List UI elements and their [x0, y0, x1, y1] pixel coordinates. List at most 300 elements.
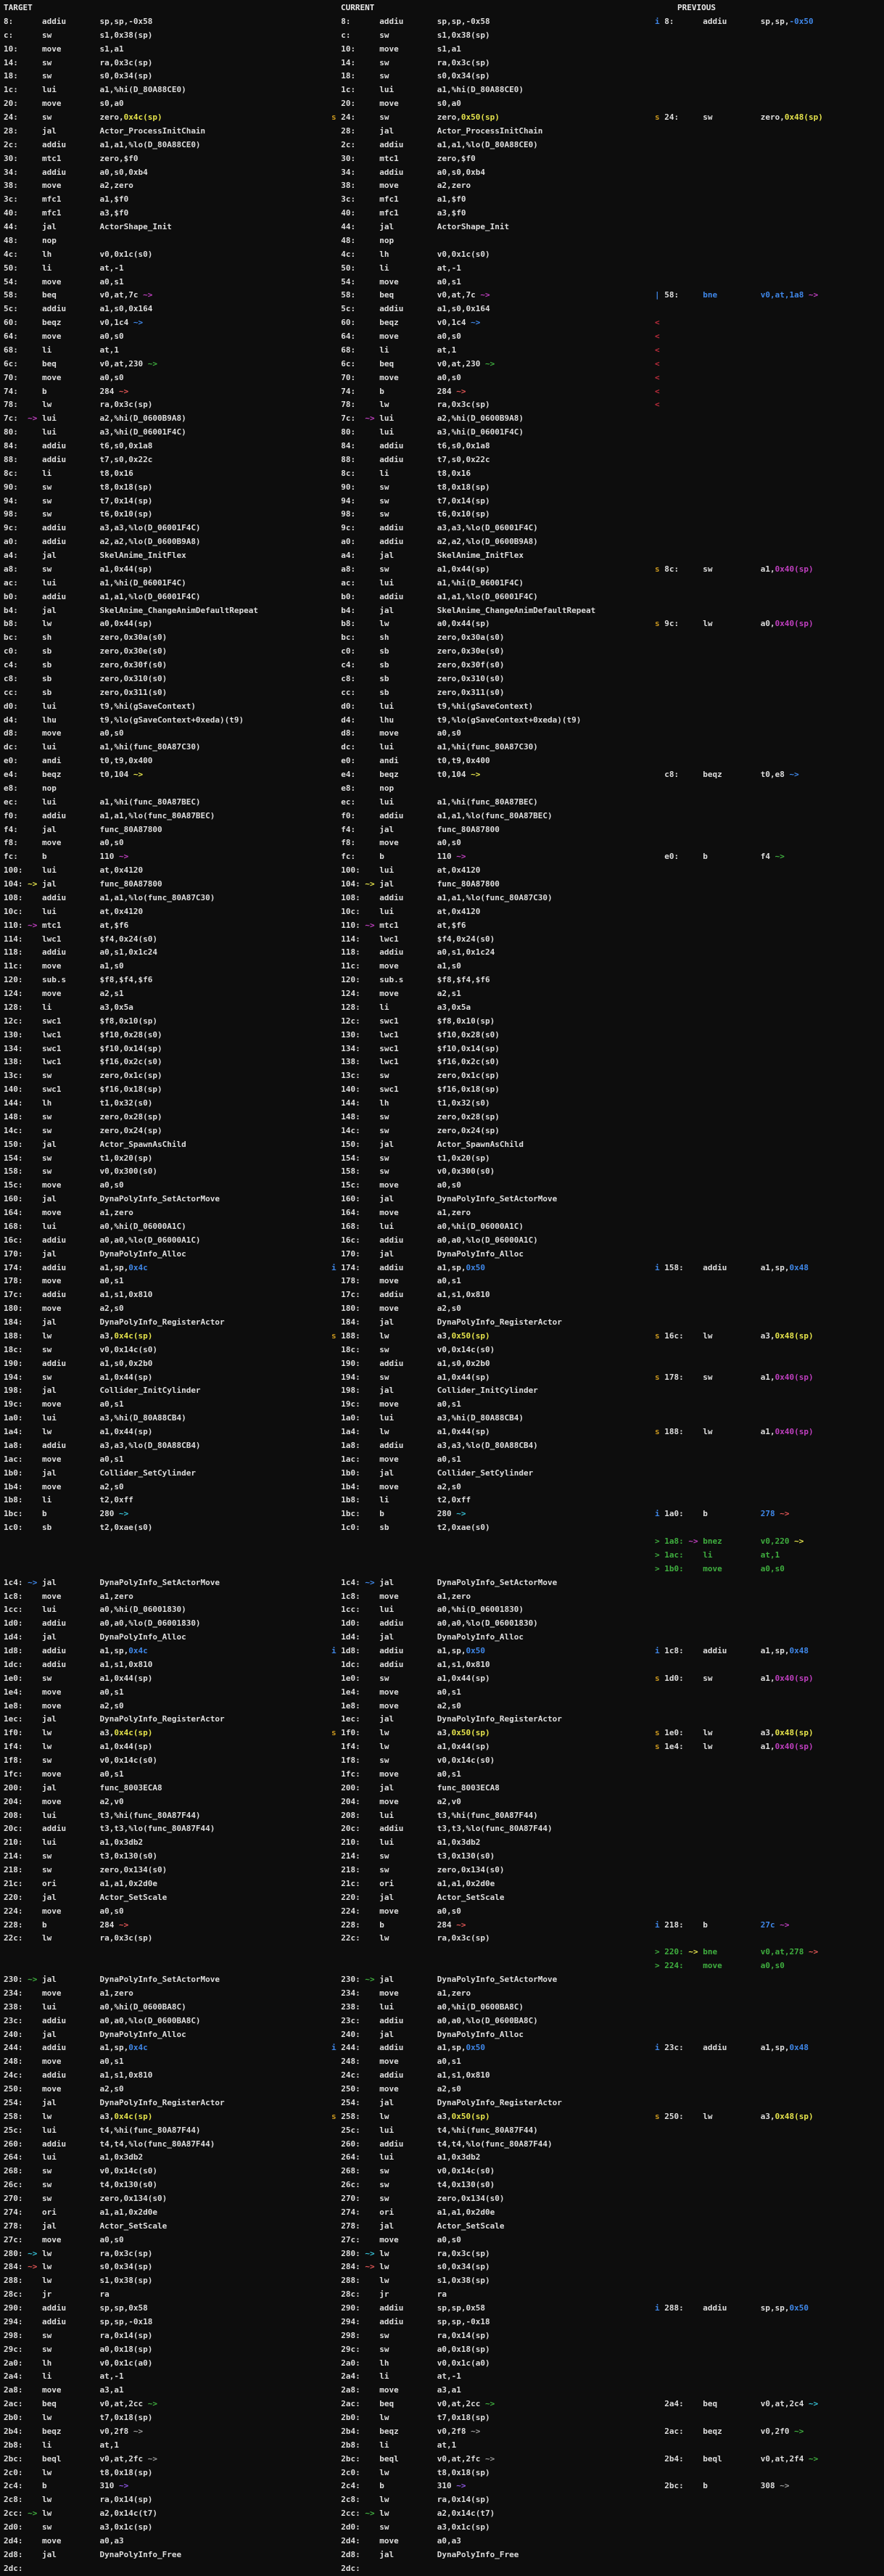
- target-cell: 2b4: beqz v0,2f8 ~>: [4, 2426, 144, 2436]
- target-cell: 84: addiu t6,s0,0x1a8: [4, 441, 153, 450]
- target-cell: 214: sw t3,0x130(s0): [4, 1851, 157, 1861]
- current-cell: 2a4: li at,-1: [341, 2371, 461, 2382]
- current-cell: 29c: sw a0,0x18(sp): [341, 2344, 490, 2354]
- target-cell: 2c0: lw t8,0x18(sp): [4, 2467, 153, 2477]
- current-cell: 78: lw ra,0x3c(sp): [341, 400, 490, 410]
- target-cell: 6c: beq v0,at,230 ~>: [4, 358, 157, 369]
- current-cell: 214: sw t3,0x130(s0): [341, 1851, 495, 1861]
- asm-row: [0, 1563, 884, 1576]
- current-cell: 218: sw zero,0x134(s0): [341, 1865, 505, 1875]
- target-cell: 2d4: move a0,a3: [4, 2535, 124, 2546]
- target-cell: 2d8: jal DynaPolyInfo_Free: [4, 2549, 182, 2559]
- asm-row: [0, 1877, 884, 1891]
- target-cell: 1e4: move a0,s1: [4, 1687, 124, 1697]
- previous-cell: 2ac: beqz v0,2f0 ~>: [664, 2426, 804, 2436]
- current-cell: 10c: lui at,0x4120: [341, 906, 481, 916]
- asm-row: [0, 1576, 884, 1590]
- target-cell: 274: ori a1,a1,0x2d0e: [4, 2207, 157, 2217]
- target-cell: 250: move a2,s0: [4, 2084, 124, 2094]
- asm-row: [0, 2110, 884, 2124]
- current-cell: 58: beq v0,at,7c ~>: [341, 290, 490, 300]
- target-cell: 128: li a3,0x5a: [4, 1002, 133, 1012]
- current-cell: e4: beqz t0,104 ~>: [341, 770, 481, 779]
- asm-row: [0, 905, 884, 919]
- current-cell: 154: sw t1,0x20(sp): [341, 1153, 490, 1163]
- target-cell: 220: jal Actor_SetScale: [4, 1892, 168, 1902]
- current-cell: 200: jal func_8003ECA8: [341, 1782, 500, 1793]
- current-cell: 1b8: li t2,0xff: [341, 1495, 471, 1505]
- asm-row: [0, 2234, 884, 2247]
- asm-row: [0, 1001, 884, 1015]
- asm-row: [0, 166, 884, 180]
- asm-row: [0, 2316, 884, 2329]
- target-cell: 110: ~> mtc1 at,$f6: [4, 920, 129, 930]
- asm-row: [0, 1193, 884, 1206]
- current-cell: 48: nop: [341, 235, 437, 245]
- target-column-header: TARGET: [4, 3, 33, 12]
- asm-row: [0, 645, 884, 659]
- current-cell: 1dc: addiu a1,s1,0x810: [341, 1659, 490, 1669]
- current-cell: s 188: lw a3,0x50(sp): [331, 1330, 490, 1341]
- asm-row: [0, 577, 884, 590]
- asm-row: [0, 440, 884, 453]
- current-cell: 264: lui a1,0x3db2: [341, 2152, 481, 2163]
- previous-cell: c8: beqz t0,e8 ~>: [664, 770, 799, 779]
- target-cell: 14c: sw zero,0x24(sp): [4, 1125, 162, 1135]
- asm-row: [0, 262, 884, 276]
- asm-row: [0, 714, 884, 728]
- current-cell: 21c: ori a1,a1,0x2d0e: [341, 1878, 495, 1888]
- current-cell: 1ec: jal DynaPolyInfo_RegisterActor: [341, 1714, 562, 1724]
- current-cell: 5c: addiu a1,s0,0x164: [341, 304, 490, 314]
- current-cell: 180: move a2,s0: [341, 1304, 461, 1314]
- asm-row: [0, 1371, 884, 1385]
- target-cell: 2dc:: [4, 2563, 28, 2573]
- current-cell: 28: jal Actor_ProcessInitChain: [341, 125, 543, 136]
- target-cell: 14: sw ra,0x3c(sp): [4, 57, 153, 67]
- asm-row: [0, 467, 884, 481]
- asm-row: [0, 1822, 884, 1836]
- asm-row: [0, 590, 884, 604]
- current-cell: 20: move s0,a0: [341, 99, 461, 109]
- target-cell: 158: sw v0,0x300(s0): [4, 1166, 157, 1177]
- target-cell: 20c: addiu t3,t3,%lo(func_80A87F44): [4, 1824, 215, 1834]
- current-cell: 248: move a0,s1: [341, 2057, 461, 2067]
- asm-row: [0, 617, 884, 631]
- target-cell: ec: lui a1,%hi(func_80A87BEC): [4, 797, 201, 807]
- target-cell: 138: lwc1 $f16,0x2c(s0): [4, 1057, 162, 1067]
- target-cell: 74: b 284 ~>: [4, 386, 129, 396]
- current-cell: i 1d8: addiu a1,sp,0x50: [331, 1646, 485, 1655]
- target-cell: fc: b 110 ~>: [4, 852, 129, 862]
- asm-row: [0, 1891, 884, 1905]
- target-cell: 194: sw a1,0x44(sp): [4, 1372, 153, 1382]
- previous-cell: <: [655, 358, 660, 369]
- asm-row: [0, 1015, 884, 1029]
- asm-row: [0, 481, 884, 495]
- target-cell: 2bc: beql v0,at,2fc ~>: [4, 2453, 157, 2464]
- asm-row: [0, 111, 884, 125]
- target-cell: 148: sw zero,0x28(sp): [4, 1111, 162, 1122]
- target-cell: 290: addiu sp,sp,0x58: [4, 2303, 148, 2313]
- asm-row: [0, 1425, 884, 1439]
- target-cell: 164: move a1,zero: [4, 1208, 133, 1217]
- asm-row: [0, 878, 884, 892]
- current-cell: 268: sw v0,0x14c(s0): [341, 2166, 495, 2176]
- current-cell: 7c: ~> lui a2,%hi(D_0600B9A8): [341, 413, 524, 424]
- target-cell: a0: addiu a2,a2,%lo(D_0600B9A8): [4, 537, 201, 547]
- asm-row: [0, 1603, 884, 1617]
- asm-row: [0, 1412, 884, 1425]
- current-cell: 3c: mfc1 a1,$f0: [341, 194, 466, 205]
- asm-row: [0, 1658, 884, 1672]
- target-cell: 64: move a0,s0: [4, 332, 124, 341]
- current-cell: c4: sb zero,0x30f(s0): [341, 660, 505, 670]
- current-cell: 15c: move a0,s0: [341, 1180, 461, 1190]
- current-cell: c0: sb zero,0x30e(s0): [341, 646, 505, 657]
- current-cell: 12c: swc1 $f8,0x10(sp): [341, 1016, 495, 1026]
- current-cell: 9c: addiu a3,a3,%lo(D_06001F4C): [341, 523, 538, 533]
- target-cell: 2a4: li at,-1: [4, 2371, 124, 2382]
- current-cell: 60: beqz v0,1c4 ~>: [341, 318, 481, 328]
- target-cell: 1a8: addiu a3,a3,%lo(D_80A88CB4): [4, 1440, 201, 1450]
- current-cell: 18c: sw v0,0x14c(s0): [341, 1344, 495, 1354]
- asm-row: [0, 2206, 884, 2220]
- current-cell: 17c: addiu a1,s1,0x810: [341, 1290, 490, 1300]
- target-cell: 48: nop: [4, 235, 100, 245]
- asm-row: [0, 1055, 884, 1069]
- current-cell: 118: addiu a0,s1,0x1c24: [341, 947, 495, 958]
- target-cell: 8c: li t8,0x16: [4, 468, 133, 478]
- asm-row: [0, 2425, 884, 2439]
- target-cell: 1d8: addiu a1,sp,0x4c: [4, 1646, 148, 1655]
- current-cell: bc: sh zero,0x30a(s0): [341, 633, 505, 643]
- asm-row: [0, 2001, 884, 2015]
- target-cell: d0: lui t9,%hi(gSaveContext): [4, 701, 196, 711]
- current-cell: 4c: lh v0,0x1c(s0): [341, 249, 490, 259]
- asm-row: [0, 946, 884, 960]
- target-cell: 34: addiu a0,s0,0xb4: [4, 167, 148, 177]
- target-cell: 1c: lui a1,%hi(D_80A88CE0): [4, 85, 186, 95]
- current-cell: 1f8: sw v0,0x14c(s0): [341, 1756, 495, 1765]
- current-cell: 254: jal DynaPolyInfo_RegisterActor: [341, 2097, 562, 2107]
- target-cell: 1d0: addiu a0,a0,%lo(D_06001830): [4, 1618, 201, 1629]
- asm-row: [0, 1809, 884, 1823]
- target-cell: 1c8: move a1,zero: [4, 1591, 133, 1601]
- current-cell: 1ac: move a0,s1: [341, 1454, 461, 1464]
- asm-row: [0, 276, 884, 289]
- previous-cell: <: [655, 345, 660, 355]
- asm-row: [0, 207, 884, 221]
- current-cell: 1c0: sb t2,0xae(s0): [341, 1523, 490, 1533]
- current-cell: e8: nop: [341, 783, 437, 793]
- current-cell: 124: move a2,s1: [341, 989, 461, 998]
- previous-cell: s 8c: sw a1,0x40(sp): [655, 564, 814, 574]
- current-cell: 18: sw s0,0x34(sp): [341, 71, 490, 81]
- asm-row: [0, 1850, 884, 1864]
- current-cell: 34: addiu a0,s0,0xb4: [341, 167, 485, 177]
- current-cell: 68: li at,1: [341, 345, 457, 355]
- previous-cell: i 8: addiu sp,sp,-0x50: [655, 16, 814, 26]
- asm-row: [0, 289, 884, 303]
- target-cell: 38: move a2,zero: [4, 181, 133, 191]
- asm-row: [0, 1645, 884, 1658]
- target-cell: 3c: mfc1 a1,$f0: [4, 194, 129, 205]
- target-cell: 198: jal Collider_InitCylinder: [4, 1386, 201, 1396]
- current-cell: 1f4: lw a1,0x44(sp): [341, 1742, 490, 1752]
- asm-row: [0, 29, 884, 43]
- target-cell: 12c: swc1 $f8,0x10(sp): [4, 1016, 157, 1026]
- asm-row: [0, 836, 884, 850]
- asm-row: [0, 1836, 884, 1850]
- target-cell: 29c: sw a0,0x18(sp): [4, 2344, 153, 2354]
- asm-row: [0, 248, 884, 262]
- current-cell: 2a8: move a3,a1: [341, 2385, 461, 2395]
- target-cell: 2b8: li at,1: [4, 2440, 119, 2450]
- asm-row: [0, 2138, 884, 2152]
- target-cell: 160: jal DynaPolyInfo_SetActorMove: [4, 1194, 220, 1204]
- current-cell: 90: sw t8,0x18(sp): [341, 482, 490, 492]
- asm-row: [0, 2493, 884, 2507]
- target-cell: 258: lw a3,0x4c(sp): [4, 2111, 153, 2121]
- asm-row: [0, 2370, 884, 2384]
- target-cell: 238: lui a0,%hi(D_0600BA8C): [4, 2001, 186, 2012]
- target-cell: 178: move a0,s1: [4, 1276, 124, 1286]
- asm-row: [0, 2069, 884, 2083]
- current-cell: c8: sb zero,0x310(s0): [341, 673, 505, 683]
- current-cell: d0: lui t9,%hi(gSaveContext): [341, 701, 534, 711]
- asm-row: [0, 1220, 884, 1234]
- asm-row: [0, 782, 884, 796]
- target-cell: 8: addiu sp,sp,-0x58: [4, 16, 153, 26]
- target-cell: 15c: move a0,s0: [4, 1180, 124, 1190]
- target-cell: 2c4: b 310 ~>: [4, 2481, 129, 2491]
- current-cell: i 174: addiu a1,sp,0x50: [331, 1262, 485, 1272]
- target-cell: e8: nop: [4, 783, 100, 793]
- target-cell: 114: lwc1 $f4,0x24(s0): [4, 934, 157, 944]
- current-cell: 144: lh t1,0x32(s0): [341, 1098, 490, 1108]
- asm-row: [0, 1248, 884, 1262]
- current-cell: a0: addiu a2,a2,%lo(D_0600B9A8): [341, 537, 538, 547]
- current-cell: 1e4: move a0,s1: [341, 1687, 461, 1697]
- target-cell: 54: move a0,s1: [4, 276, 124, 287]
- asm-row: [0, 1713, 884, 1727]
- target-cell: 68: li at,1: [4, 345, 119, 355]
- asm-row: [0, 358, 884, 371]
- asm-row: [0, 1521, 884, 1535]
- target-cell: 1fc: move a0,s1: [4, 1769, 124, 1779]
- current-cell: 2cc: ~> lw a2,0x14c(t7): [341, 2509, 495, 2519]
- target-cell: 10c: lui at,0x4120: [4, 906, 144, 916]
- current-cell: f8: move a0,s0: [341, 838, 461, 848]
- target-cell: 224: move a0,s0: [4, 1906, 124, 1916]
- target-cell: 30: mtc1 zero,$f0: [4, 153, 139, 163]
- current-cell: 198: jal Collider_InitCylinder: [341, 1386, 538, 1396]
- target-cell: 244: addiu a1,sp,0x4c: [4, 2043, 148, 2053]
- asm-row: [0, 57, 884, 70]
- current-cell: 100: lui at,0x4120: [341, 865, 481, 876]
- current-cell: 128: li a3,0x5a: [341, 1002, 471, 1012]
- current-cell: 64: move a0,s0: [341, 332, 461, 341]
- current-cell: 298: sw ra,0x14(sp): [341, 2330, 490, 2340]
- asm-row: [0, 398, 884, 412]
- target-cell: 7c: ~> lui a2,%hi(D_0600B9A8): [4, 413, 186, 424]
- current-cell: 2bc: beql v0,at,2fc ~>: [341, 2453, 495, 2464]
- asm-row: [0, 1206, 884, 1220]
- target-cell: 100: lui at,0x4120: [4, 865, 144, 876]
- previous-cell: i 1c8: addiu a1,sp,0x48: [655, 1646, 809, 1655]
- current-cell: 2c4: b 310 ~>: [341, 2481, 466, 2491]
- current-cell: b0: addiu a1,a1,%lo(D_06001F4C): [341, 591, 538, 601]
- current-cell: 1c4: ~> jal DynaPolyInfo_SetActorMove: [341, 1577, 558, 1587]
- target-cell: 200: jal func_8003ECA8: [4, 1782, 162, 1793]
- asm-row: [0, 303, 884, 316]
- asm-row: [0, 604, 884, 618]
- target-cell: 208: lui t3,%hi(func_80A87F44): [4, 1810, 201, 1820]
- target-cell: 44: jal ActorShape_Init: [4, 222, 172, 231]
- previous-cell: > 220: ~> bne v0,at,278 ~>: [655, 1947, 819, 1957]
- target-cell: e0: andi t0,t9,0x400: [4, 756, 153, 766]
- asm-row: [0, 1959, 884, 1973]
- previous-cell: s 250: lw a3,0x48(sp): [655, 2111, 814, 2121]
- asm-row: [0, 535, 884, 549]
- asm-row: [0, 823, 884, 837]
- target-cell: 280: ~> lw ra,0x3c(sp): [4, 2248, 153, 2258]
- current-cell: 140: swc1 $f16,0x18(sp): [341, 1085, 500, 1095]
- current-cell: 114: lwc1 $f4,0x24(s0): [341, 934, 495, 944]
- target-cell: 28: jal Actor_ProcessInitChain: [4, 125, 206, 136]
- target-cell: 1dc: addiu a1,s1,0x810: [4, 1659, 153, 1669]
- asm-row: [0, 2507, 884, 2521]
- asm-row: [0, 1481, 884, 1494]
- current-cell: 230: ~> jal DynaPolyInfo_SetActorMove: [341, 1975, 558, 1984]
- asm-row: [0, 1507, 884, 1521]
- target-cell: 120: sub.s $f8,$f4,$f6: [4, 975, 153, 985]
- target-cell: 1c4: ~> jal DynaPolyInfo_SetActorMove: [4, 1577, 220, 1587]
- previous-cell: i 218: b 27c ~>: [655, 1919, 790, 1930]
- asm-row: [0, 522, 884, 535]
- current-cell: fc: b 110 ~>: [341, 852, 466, 862]
- asm-row: [0, 344, 884, 358]
- current-cell: 234: move a1,zero: [341, 1988, 471, 1998]
- current-cell: 44: jal ActorShape_Init: [341, 222, 510, 231]
- current-cell: f0: addiu a1,a1,%lo(func_80A87BEC): [341, 810, 553, 820]
- target-cell: dc: lui a1,%hi(func_80A87C30): [4, 742, 201, 752]
- target-cell: 1ac: move a0,s1: [4, 1454, 124, 1464]
- target-cell: 234: move a1,zero: [4, 1988, 133, 1998]
- current-cell: 8c: li t8,0x16: [341, 468, 471, 478]
- asm-row: [0, 2055, 884, 2069]
- previous-cell: e0: b f4 ~>: [664, 852, 785, 862]
- target-cell: 170: jal DynaPolyInfo_Alloc: [4, 1248, 186, 1259]
- current-cell: 2c8: lw ra,0x14(sp): [341, 2495, 490, 2505]
- asm-row: [0, 1727, 884, 1740]
- asm-row: [0, 2028, 884, 2042]
- asm-row: [0, 1165, 884, 1179]
- current-cell: 84: addiu t6,s0,0x1a8: [341, 441, 490, 450]
- current-cell: 288: lw s1,0x38(sp): [341, 2276, 490, 2286]
- column-header-row: [0, 1, 884, 15]
- current-cell: 1b0: jal Collider_SetCylinder: [341, 1468, 534, 1478]
- current-cell: 16c: addiu a0,a0,%lo(D_06000A1C): [341, 1235, 538, 1245]
- current-cell: 190: addiu a1,s0,0x2b0: [341, 1358, 490, 1368]
- target-cell: 1d4: jal DynaPolyInfo_Alloc: [4, 1632, 186, 1642]
- current-cell: 8: addiu sp,sp,-0x58: [341, 16, 490, 26]
- target-cell: 2c: addiu a1,a1,%lo(D_80A88CE0): [4, 139, 201, 149]
- current-cell: b8: lw a0,0x44(sp): [341, 619, 490, 629]
- current-cell: 104: ~> jal func_80A87800: [341, 879, 500, 889]
- current-cell: 24c: addiu a1,s1,0x810: [341, 2070, 490, 2081]
- asm-row: [0, 1069, 884, 1083]
- asm-row: [0, 2247, 884, 2261]
- current-cell: 134: swc1 $f10,0x14(sp): [341, 1043, 500, 1053]
- asm-row: [0, 563, 884, 577]
- asm-row: [0, 1864, 884, 1877]
- target-cell: 1b0: jal Collider_SetCylinder: [4, 1468, 196, 1478]
- current-cell: 224: move a0,s0: [341, 1906, 461, 1916]
- target-cell: 26c: sw t4,0x130(s0): [4, 2180, 157, 2190]
- asm-row: [0, 15, 884, 29]
- target-cell: a8: sw a1,0x44(sp): [4, 564, 153, 574]
- target-cell: 1f8: sw v0,0x14c(s0): [4, 1756, 157, 1765]
- current-cell: 2d4: move a0,a3: [341, 2535, 461, 2546]
- target-cell: 19c: move a0,s1: [4, 1399, 124, 1410]
- previous-cell: > 224: move a0,s0: [655, 1961, 785, 1971]
- asm-row: [0, 2411, 884, 2425]
- target-cell: 144: lh t1,0x32(s0): [4, 1098, 153, 1108]
- previous-cell: <: [655, 318, 660, 328]
- current-cell: 270: sw zero,0x134(s0): [341, 2194, 505, 2203]
- asm-row: [0, 1494, 884, 1507]
- target-cell: 260: addiu t4,t4,%lo(func_80A87F44): [4, 2139, 215, 2149]
- current-cell: 1a4: lw a1,0x44(sp): [341, 1427, 490, 1436]
- target-cell: 70: move a0,s0: [4, 372, 124, 382]
- asm-row: [0, 97, 884, 111]
- asm-row: [0, 1398, 884, 1412]
- asm-row: [0, 796, 884, 810]
- asm-row: [0, 1029, 884, 1042]
- target-cell: 2a8: move a3,a1: [4, 2385, 124, 2395]
- asm-row: [0, 1754, 884, 1768]
- current-cell: 164: move a1,zero: [341, 1208, 471, 1217]
- current-cell: 2ac: beq v0,at,2cc ~>: [341, 2399, 495, 2409]
- target-cell: 294: addiu sp,sp,-0x18: [4, 2316, 153, 2326]
- asm-row: [0, 2274, 884, 2288]
- current-cell: s 1f0: lw a3,0x50(sp): [331, 1728, 490, 1738]
- target-cell: 168: lui a0,%hi(D_06000A1C): [4, 1221, 186, 1231]
- asm-row: [0, 1316, 884, 1330]
- target-cell: 4c: lh v0,0x1c(s0): [4, 249, 153, 259]
- asm-row: [0, 2398, 884, 2411]
- current-cell: 2d0: sw a3,0x1c(sp): [341, 2522, 490, 2532]
- target-cell: 188: lw a3,0x4c(sp): [4, 1330, 153, 1341]
- target-cell: 108: addiu a1,a1,%lo(func_80A87C30): [4, 892, 215, 902]
- target-cell: 174: addiu a1,sp,0x4c: [4, 1262, 148, 1272]
- target-cell: 21c: ori a1,a1,0x2d0e: [4, 1878, 157, 1888]
- target-cell: 104: ~> jal func_80A87800: [4, 879, 162, 889]
- asm-row: [0, 768, 884, 782]
- asm-row: [0, 1111, 884, 1124]
- current-cell: 1b4: move a2,s0: [341, 1481, 461, 1491]
- current-cell: 1a8: addiu a3,a3,%lo(D_80A88CB4): [341, 1440, 538, 1450]
- previous-cell: i 1a0: b 278 ~>: [655, 1509, 790, 1519]
- asm-row: [0, 2288, 884, 2302]
- current-cell: 94: sw t7,0x14(sp): [341, 495, 490, 506]
- asm-row: [0, 1152, 884, 1166]
- asm-row: [0, 1138, 884, 1152]
- target-cell: 40: mfc1 a3,$f0: [4, 208, 129, 218]
- asm-row: [0, 2535, 884, 2548]
